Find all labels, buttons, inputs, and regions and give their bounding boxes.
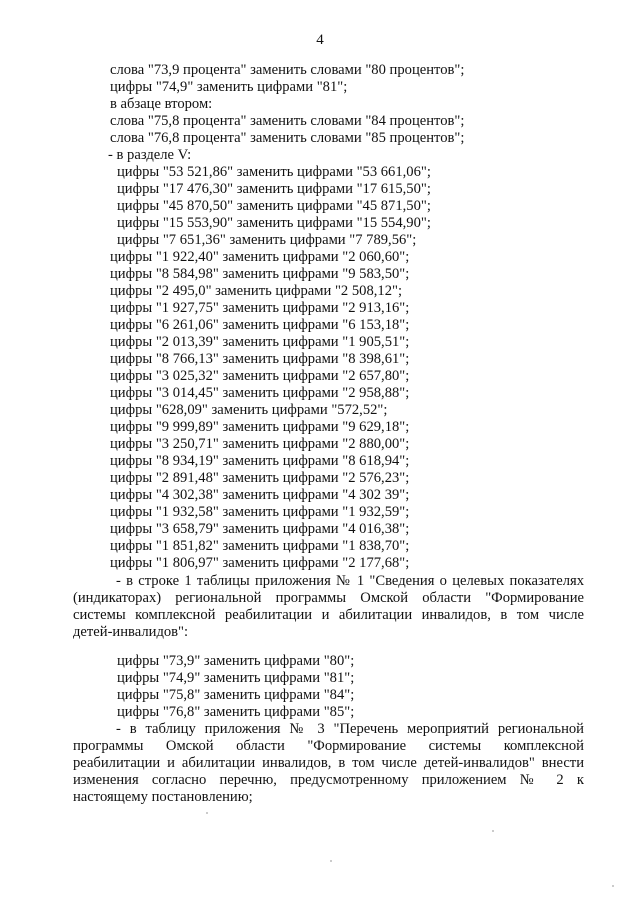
replacement-line: цифры "4 302,38" заменить цифрами "4 302 39"; <box>110 487 410 503</box>
page-number: 4 <box>316 32 324 48</box>
replacement-line: цифры "8 766,13" заменить цифрами "8 398,61"; <box>110 351 410 367</box>
paragraph-line: программы Омской области "Формирование системы комплексной <box>73 738 584 754</box>
replacement-line: цифры "76,8" заменить цифрами "85"; <box>117 704 355 720</box>
replacement-line: цифры "628,09" заменить цифрами "572,52"; <box>110 402 388 418</box>
section-heading: - в разделе V: <box>108 147 192 163</box>
replacement-line: цифры "75,8" заменить цифрами "84"; <box>117 687 355 703</box>
text-line: цифры "74,9" заменить цифрами "81"; <box>110 79 348 95</box>
replacement-line: цифры "3 014,45" заменить цифрами "2 958,88"; <box>110 385 410 401</box>
paragraph-line: детей-инвалидов": <box>73 624 189 640</box>
paragraph-line: системы комплексной реабилитации и абилитации инвалидов, в том числе <box>73 607 584 623</box>
replacement-line: цифры "1 806,97" заменить цифрами "2 177,68"; <box>110 555 410 571</box>
replacement-line: цифры "1 922,40" заменить цифрами "2 060,60"; <box>110 249 410 265</box>
replacement-line: цифры "45 870,50" заменить цифрами "45 871,50"; <box>117 198 431 214</box>
replacement-line: цифры "9 999,89" заменить цифрами "9 629,18"; <box>110 419 410 435</box>
text-line: слова "76,8 процента" заменить словами "85 процентов"; <box>110 130 465 146</box>
replacement-line: цифры "3 025,32" заменить цифрами "2 657,80"; <box>110 368 410 384</box>
scan-speck <box>492 830 494 832</box>
replacement-line: цифры "17 476,30" заменить цифрами "17 615,50"; <box>117 181 431 197</box>
paragraph-line: - в строке 1 таблицы приложения № 1 "Сведения о целевых показателях <box>116 573 584 589</box>
paragraph-line: изменения согласно перечню, предусмотренному приложением № 2 к <box>73 772 584 788</box>
text-line: слова "75,8 процента" заменить словами "84 процентов"; <box>110 113 465 129</box>
replacement-line: цифры "8 584,98" заменить цифрами "9 583,50"; <box>110 266 410 282</box>
replacement-line: цифры "7 651,36" заменить цифрами "7 789,56"; <box>117 232 417 248</box>
replacement-line: цифры "1 927,75" заменить цифрами "2 913,16"; <box>110 300 410 316</box>
replacement-line: цифры "3 658,79" заменить цифрами "4 016,38"; <box>110 521 410 537</box>
text-line: слова "73,9 процента" заменить словами "80 процентов"; <box>110 62 465 78</box>
replacement-line: цифры "2 891,48" заменить цифрами "2 576,23"; <box>110 470 410 486</box>
paragraph-line: настоящему постановлению; <box>73 789 253 805</box>
paragraph-line: (индикаторах) региональной программы Омской области "Формирование <box>73 590 584 606</box>
scan-speck <box>206 812 208 814</box>
replacement-line: цифры "74,9" заменить цифрами "81"; <box>117 670 355 686</box>
scan-speck <box>330 860 332 862</box>
replacement-line: цифры "15 553,90" заменить цифрами "15 554,90"; <box>117 215 431 231</box>
paragraph-line: реабилитации и абилитации инвалидов, в том числе детей-инвалидов" внести <box>73 755 584 771</box>
replacement-line: цифры "73,9" заменить цифрами "80"; <box>117 653 355 669</box>
replacement-line: цифры "53 521,86" заменить цифрами "53 661,06"; <box>117 164 431 180</box>
replacement-line: цифры "1 932,58" заменить цифрами "1 932,59"; <box>110 504 410 520</box>
scan-speck <box>612 885 614 887</box>
replacement-line: цифры "1 851,82" заменить цифрами "1 838,70"; <box>110 538 410 554</box>
replacement-line: цифры "8 934,19" заменить цифрами "8 618,94"; <box>110 453 410 469</box>
replacement-line: цифры "6 261,06" заменить цифрами "6 153,18"; <box>110 317 410 333</box>
text-line: в абзаце втором: <box>110 96 213 112</box>
paragraph-line: - в таблицу приложения № 3 "Перечень мероприятий региональной <box>116 721 584 737</box>
replacement-line: цифры "2 013,39" заменить цифрами "1 905,51"; <box>110 334 410 350</box>
replacement-line: цифры "3 250,71" заменить цифрами "2 880,00"; <box>110 436 410 452</box>
replacement-line: цифры "2 495,0" заменить цифрами "2 508,12"; <box>110 283 403 299</box>
